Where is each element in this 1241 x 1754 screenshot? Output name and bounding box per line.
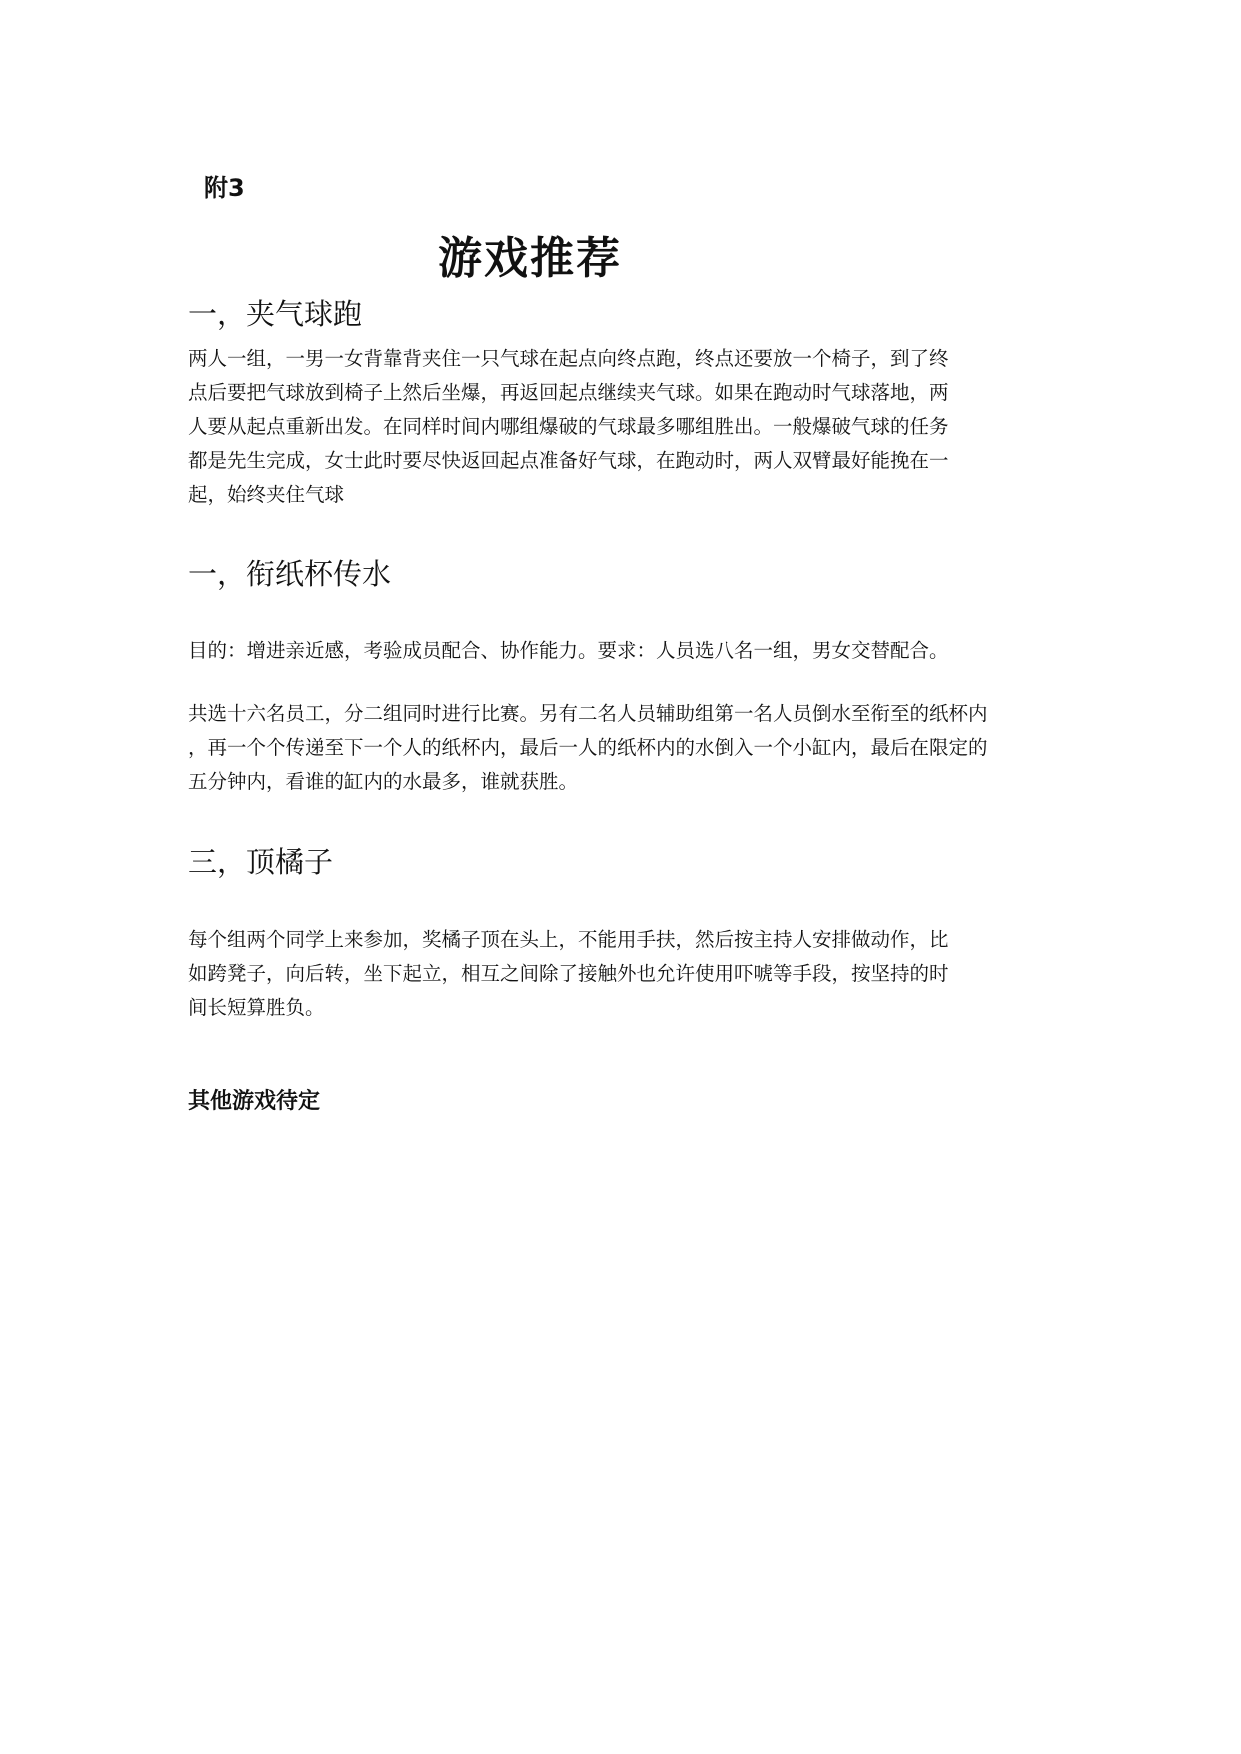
section-paragraph-balloon-run: [188, 342, 1048, 512]
section-paragraph-orange: [188, 923, 1048, 1025]
text-line: 都是先生完成，女士此时要尽快返回起点准备好气球，在跑动时，两人双臂最好能挽在一: [188, 449, 949, 472]
attachment-label: 附3: [204, 174, 245, 202]
text-line: 每个组两个同学上来参加，奖橘子顶在头上，不能用手扶，然后按主持人安排做动作，比: [188, 928, 949, 951]
document-title: 游戏推荐: [438, 233, 622, 284]
text-line: 点后要把气球放到椅子上然后坐爆，再返回起点继续夹气球。如果在跑动时气球落地，两: [188, 381, 949, 404]
closing-note: 其他游戏待定: [188, 1089, 321, 1114]
text-line: 间长短算胜负。: [188, 996, 325, 1019]
section-heading-cup-water: 一，衔纸杯传水: [188, 557, 392, 591]
text-line: 人要从起点重新出发。在同样时间内哪组爆破的气球最多哪组胜出。一般爆破气球的任务: [188, 415, 949, 438]
section-paragraph-cup-water-goal: [188, 634, 1048, 668]
text-line: 两人一组，一男一女背靠背夹住一只气球在起点向终点跑，终点还要放一个椅子，到了终: [188, 347, 949, 370]
text-line: 共选十六名员工，分二组同时进行比赛。另有二名人员辅助组第一名人员倒水至衔至的纸杯内: [188, 702, 988, 725]
text-line: 目的：增进亲近感，考验成员配合、协作能力。要求：人员选八名一组，男女交替配合。: [188, 639, 949, 662]
section-heading-balloon-run: 一，夹气球跑: [188, 297, 363, 331]
text-line: 如跨凳子，向后转，坐下起立，相互之间除了接触外也允许使用吓唬等手段，按坚持的时: [188, 962, 949, 985]
text-line: 起，始终夹住气球: [188, 483, 345, 506]
section-paragraph-cup-water-rules: [188, 697, 1048, 799]
section-heading-orange: 三，顶橘子: [188, 845, 334, 879]
text-line: ，再一个个传递至下一个人的纸杯内，最后一人的纸杯内的水倒入一个小缸内，最后在限定的: [188, 736, 988, 759]
text-line: 五分钟内，看谁的缸内的水最多，谁就获胜。: [188, 770, 579, 793]
